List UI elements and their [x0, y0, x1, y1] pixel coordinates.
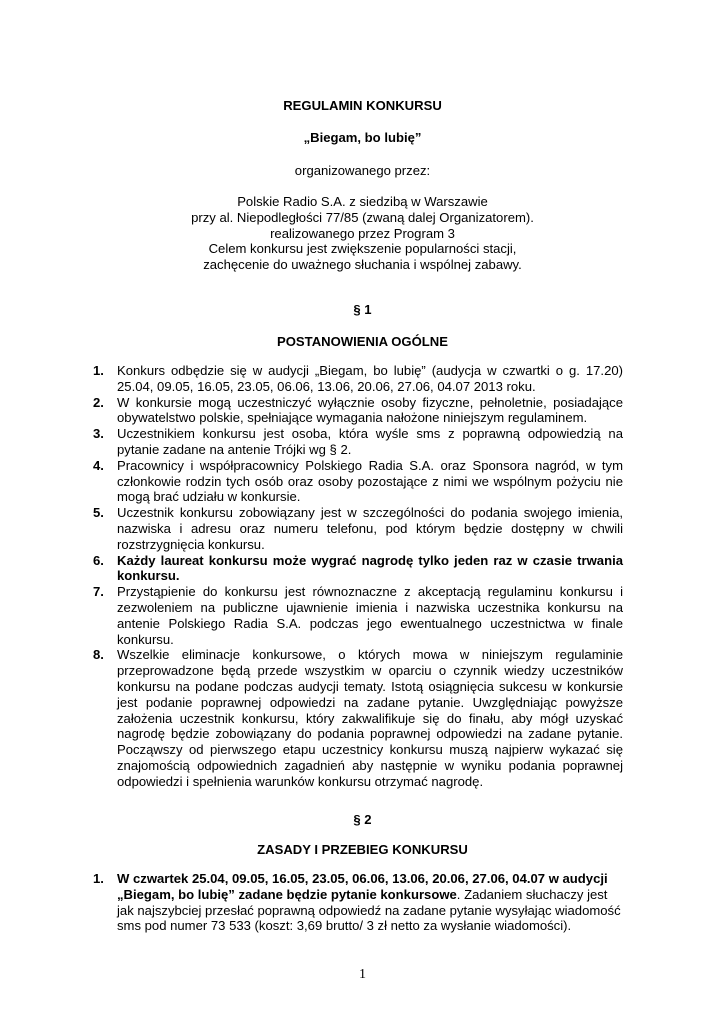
- item-text: Uczestnik konkursu zobowiązany jest w szczególności do podania swojego imienia, nazwiska i adresu oraz numeru telefonu, pod którym będzie dostępny w chwili rozstrzygnięcia konkursu.: [117, 505, 623, 552]
- intro-line: realizowanego przez Program 3: [270, 225, 455, 241]
- section-2-number: § 2: [353, 812, 372, 827]
- list-item: [93, 426, 623, 458]
- section-2-title: ZASADY I PRZEBIEG KONKURSU: [257, 842, 468, 857]
- item-bold-text: W czwartek 25.04, 09.05, 16.05, 23.05, 06.06, 13.06, 20.06, 27.06, 04.07 w audycji „Biegam, bo lubię” zadane będzie pytanie konkursowe: [117, 871, 608, 902]
- list-item: [93, 395, 623, 427]
- intro-line: Polskie Radio S.A. z siedzibą w Warszawie: [237, 194, 488, 209]
- section-2-list: [93, 871, 623, 934]
- item-text: Wszelkie eliminacje konkursowe, o których mowa w niniejszym regulaminie przeprowadzone będą przede wszystkim w oparciu o czynnik wiedzy uczestników konkursu na podane podczas audycji tematy. Istotą osiągnięcia sukcesu w konkursie jest podanie poprawnej odpowiedzi na zadane pytanie. Uwzględniając powyższe założenia uczestnik konkursu, który zakwalifikuje się do finału, aby mógł uzyskać nagrodę będzie zobowiązany do podania poprawnej odpowiedzi na zadane pytanie. Począwszy od pierwszego etapu uczestnicy konkursu muszą najpierw wykazać się znajomością odpowiednich zagadnień aby następnie w wyniku podania poprawnej odpowiedzi i spełnienia warunków konkursu otrzymać nagrodę.: [117, 647, 623, 789]
- list-item: [93, 871, 623, 934]
- page-number: 1: [359, 967, 366, 982]
- item-text: [117, 871, 623, 934]
- intro-line: Celem konkursu jest zwiększenie popularności stacji,: [208, 241, 517, 257]
- list-item: [93, 363, 623, 395]
- list-item: [93, 505, 623, 552]
- intro-line: zachęcenie do uważnego słuchania i wspólnej zabawy.: [203, 257, 522, 273]
- list-item: [93, 458, 623, 505]
- intro-block: [0, 194, 725, 273]
- intro-line: przy al. Niepodległości 77/85 (zwaną dalej Organizatorem).: [191, 209, 534, 225]
- organized-by: organizowanego przez:: [294, 163, 431, 178]
- item-number: 6.: [93, 552, 104, 568]
- item-text: Konkurs odbędzie się w audycji „Biegam, bo lubię” (audycja w czwartki o g. 17.20) 25.04, 09.05, 16.05, 23.05, 06.06, 13.06, 20.06, 27.06, 04.07 2013 roku.: [117, 363, 623, 394]
- item-plain-text: . Zadaniem słuchaczy jest jak najszybciej przesłać poprawną odpowiedź na zadane pytanie wysyłając wiadomość sms pod numer 73 533 (koszt: 3,69 brutto/ 3 zł netto za wysłanie wiadomości).: [117, 886, 621, 934]
- section-1-number: § 1: [353, 302, 372, 317]
- list-item: [93, 553, 623, 585]
- item-number: 8.: [93, 647, 104, 663]
- item-text: Pracownicy i współpracownicy Polskiego Radia S.A. oraz Sponsora nagród, w tym członkowie rodzin tych osób oraz osoby pozostające z nimi we wspólnym pożyciu nie mogą brać udziału w konkursie.: [117, 457, 623, 505]
- item-text: Uczestnikiem konkursu jest osoba, która wyśle sms z poprawną odpowiedzią na pytanie zadane na antenie Trójki wg § 2.: [117, 426, 623, 457]
- item-number: 3.: [93, 426, 104, 442]
- list-item: [93, 647, 623, 789]
- item-number: 7.: [93, 584, 104, 600]
- item-text: Przystąpienie do konkursu jest równoznaczne z akceptacją regulaminu konkursu i zezwoleniem na publiczne ujawnienie imienia i nazwiska uczestnika konkursu na antenie Polskiego Radia S.A. podczas jego ewentualnego uczestnictwa w finale konkursu.: [117, 584, 623, 647]
- item-number: 1.: [93, 363, 104, 378]
- item-number: 4.: [93, 457, 104, 473]
- item-text: Każdy laureat konkursu może wygrać nagrodę tylko jeden raz w czasie trwania konkursu.: [117, 552, 623, 584]
- item-number: 1.: [93, 871, 104, 886]
- section-1-list: [93, 363, 623, 790]
- item-text: W konkursie mogą uczestniczyć wyłącznie osoby fizyczne, pełnoletnie, posiadające obywatelstwo polskie, spełniające wymagania nałożone niniejszym regulaminem.: [117, 394, 623, 426]
- item-number: 5.: [93, 505, 104, 521]
- contest-name: „Biegam, bo lubię”: [303, 130, 422, 145]
- document-title: REGULAMIN KONKURSU: [283, 98, 442, 113]
- section-1-title: POSTANOWIENIA OGÓLNE: [277, 334, 448, 349]
- item-number: 2.: [93, 394, 104, 410]
- list-item: [93, 584, 623, 647]
